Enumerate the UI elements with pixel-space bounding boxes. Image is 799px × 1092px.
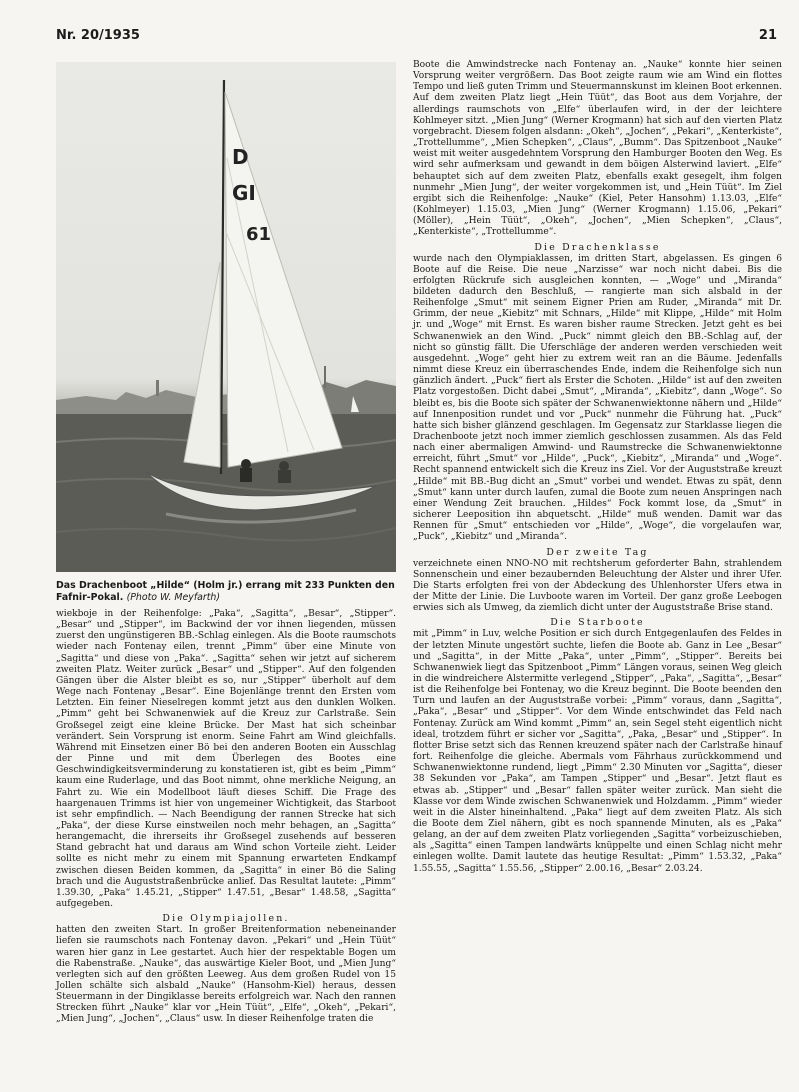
right-paragraph-4: mit „Pimm“ in Luv, welche Position er sich durch Entgegenlaufen des Feldes in der letzten Minute ungestört suchte, liefen die Boote ab. Ganz in Lee „Besar“ und „Sagitta“, in der Mitte „Paka“, unter „Pimm“, „Stipper“. Bereits bei Schwanenwiek liegt das Spitzenboot „Pimm“ Längen voraus, seinen Weg gleich in die windreichere Alstermitte verlegend „Stipper“, „Paka“, „Sagitta“, „Besar“ ist die Reihenfolge bei Fontenay, wo die Kreuz beginnt. Die Boote beenden den Turn und laufen an der Auguststraße vorbei: „Pimm“ voraus, dann „Sagitta“, „Paka“, „Besar“ und „Stipper“. Vor dem Winde entschwindet das Feld nach Fontenay. Zurück am Wind kommt „Pimm“ an, sein Segel steht eigentlich nicht ideal, trotzdem führt er sicher vor „Sagitta“, „Paka, „Besar“ und „Stipper“. In flotter Brise setzt sich das Rennen kreuzend später nach der Carlstraße hinauf fort. Reihenfolge die gleiche. Abermals vom Fährhaus zurückkommend und Schwanenwiektonne rundend, liegt „Pimm“ 2.30 Minuten vor „Sagitta“, dieser 38 Sekunden vor „Paka“, am Tampen „Stipper“ und „Besar“. Jetzt flaut es etwas ab. „Stipper“ und „Besar“ fallen später weiter zurück. Man sieht die Klasse vor dem Winde zwischen Schwanenwiek und Holzdamm. „Pimm“ wieder weit in die Alster hineinhaltend. „Paka“ liegt auf dem zweiten Platz. Als sich die Boote dem Ziel nähern, gibt es noch spannende Minuten, als es „Paka“ gelang, an der auf dem zweiten Platz vorliegenden „Sagitta“ vorbeizuschieben, als „Sagitta“ einen Tampen landwärts knüppelte und einen Schlag nicht mehr einlegen wollte. Damit lautete das heutige Resultat: „Pimm“ 1.53.32, „Paka“ 1.55.55, „Sagitta“ 1.55.56, „Stipper“ 2.00.16, „Besar“ 2.03.24.	[413, 629, 782, 874]
sailboat-photo	[56, 62, 396, 572]
page-number: 21	[758, 28, 777, 43]
section-heading-zweiter-tag: Der zweite Tag	[546, 546, 649, 558]
svg-text:GI: GI	[232, 181, 256, 205]
sailboat-illustration	[56, 62, 396, 572]
svg-text:61: 61	[246, 224, 272, 245]
svg-text:D: D	[232, 145, 249, 169]
photo-credit: (Photo W. Meyfarth)	[126, 591, 221, 603]
page-header	[56, 28, 777, 50]
photo-caption	[56, 580, 396, 603]
section-heading-olympiajollen: Die Olympiajollen.	[162, 913, 290, 925]
right-paragraph-1: Boote die Amwindstrecke nach Fontenay an. „Nauke“ konnte hier seinen Vorsprung weiter vergrößern. Das Boot zeigte raum wie am Wind ein flottes Tempo und ließ guten Trimm und Steuermannskunst im kleinen Boot erkennen. Auf dem zweiten Platz liegt „Hein Tüüt“, das Boot aus dem Vorjahre, der allerdings raumschots von „Elfe“ überlaufen wird, in der der leichtere Kohlmeyer sitzt. „Mien Jung“ (Werner Krogmann) hat sich auf den vierten Platz vorgebracht. Diesem folgen alsdann: „Okeh“, „Jochen“, „Pekari“, „Kenterkiste“, „Trottellumme“, „Mien Schepken“, „Claus“, „Bumm“. Das Spitzenboot „Nauke“ weist mit weiter ausgedehntem Vorsprung den Hamburger Booten den Weg. Es wird sehr aufmerksam und gewandt in dem böigen Alsterwind laviert. „Elfe“ behauptet sich auf dem zweiten Platz, ebenfalls exakt gesegelt, ihm folgen nunmehr „Mien Jung“, der weiter vorgekommen ist, und „Hein Tüüt“. Im Ziel ergibt sich die Reihenfolge: „Nauke“ (Kiel, Peter Hansohm) 1.13.03, „Elfe“ (Kohlmeyer) 1.15.03, „Mien Jung“ (Werner Krogmann) 1.15.06, „Pekari“ (Möller), „Hein Tüüt“, „Okeh“, „Jochen“, „Mien Schepken“, „Claus“, „Kenterkiste“, „Trottellumme“.	[413, 60, 782, 238]
right-paragraph-2: wurde nach den Olympiaklassen, im dritten Start, abgelassen. Es gingen 6 Boote auf die Reise. Die neue „Narzisse“ war noch nicht dabei. Bis die erfolgten Rückrufe sich ausgleichen konnten, — „Woge“ und „Miranda“ bildeten dadurch den Beschluß, — rangierte man sich alsbald in der Reihenfolge „Smut“ mit seinem Eigner Prien am Ruder, „Miranda“ mit Dr. Grimm, der neue „Kiebitz“ mit Schnars, „Hilde“ mit Klippe, „Hilde“ mit Holm jr. und „Woge“ mit Ernst. Es waren bisher raume Strecken. Jetzt geht es bei Schwanenwiek an den Wind. „Puck“ nimmt gleich den BB.-Schlag auf, der nicht so günstig fällt. Die Uferschläge der anderen werden verschieden weit ausgedehnt. „Woge“ geht hier zu extrem weit ran an die Bäume. Jedenfalls nimmt diese Kreuz ein überraschendes Ende, indem die Reihenfolge sich nun gänzlich ändert. „Puck“ fiert als Erster die Schoten. „Hilde“ ist auf den zweiten Platz vorgestoßen. Dicht dabei „Smut“, „Miranda“, „Kiebitz“, dann „Woge“. So bleibt es, bis die Boote sich später der Schwanenwiektonne nähern und „Hilde“ auf Innenposition rundet und vor „Puck“ nunmehr die Führung hat. „Puck“ hatte sich bisher glänzend geschlagen. Im Gegensatz zur Starklasse liegen die Drachenboote jetzt noch immer ziemlich geschlossen zusammen. Als das Feld nach einer abermaligen Amwind- und Raumstrecke die Schwanenwiektonne erreicht, führt „Smut“ vor „Hilde“, „Puck“, „Kiebitz“, „Miranda“ und „Woge“. Recht spannend entwickelt sich die Kreuz ins Ziel. Vor der Auguststraße kreuzt „Hilde“ mit BB.-Bug dicht an „Smut“ vorbei und wendet. Etwas zu spät, denn „Smut“ kann unter durch laufen, zumal die Boote zum neuen Anspringen nach einer Wendung Zeit brauchen. „Hildes“ Fock kommt lose, da „Smut“ in sicherer Leeposition ihn abquetscht. „Hilde“ muß wenden. Damit war das Rennen für „Smut“ entschieden vor „Hilde“, „Woge“, die vorgelaufen war, „Puck“, „Kiebitz“ und „Miranda“.	[413, 253, 782, 543]
left-paragraph-2: hatten den zweiten Start. In großer Breitenformation nebeneinander liefen sie raumschots nach Fontenay davon. „Pekari“ und „Hein Tüüt“ waren hier ganz in Lee gestartet. Auch hier der respektable Bogen um die Rabenstraße. „Nauke“, das auswärtige Kieler Boot, und „Mien Jung“ verlegten sich auf den größten Leeweg. Aus dem großen Rudel von 15 Jollen schälte sich alsbald „Nauke“ (Hansohm-Kiel) heraus, dessen Steuermann in der Dingiklasse bereits erfolgreich war. Nach den rannen Strecken führt „Nauke“ klar vor „Hein Tüüt“, „Elfe“, „Okeh“, „Pekari“, „Mien Jung“, „Jochen“, „Claus“ usw. In dieser Reihenfolge traten die	[56, 925, 396, 1025]
section-heading-drachenklasse: Die Drachenklasse	[534, 241, 661, 253]
right-paragraph-3: verzeichnete einen NNO-NO mit rechtsherum geforderter Bahn, strahlendem Sonnenschein und einer bezaubernden Beleuchtung der Alster und ihrer Ufer. Die Starts erfolgten frei von der Abdeckung des Uhlenhorster Ufers etwa in der Mitte der Linie. Die Luvboote waren im Vorteil. Der ganz große Leebogen erwies sich als Umweg, da ziemlich dicht unter der Auguststraße Brise stand.	[413, 558, 782, 614]
left-paragraph-1: wiekboje in der Reihenfolge: „Paka“, „Sagitta“, „Besar“, „Stipper“. „Besar“ und „Stipper“, im Backwind der vor ihnen liegenden, müssen zuerst den ungünstigeren BB.-Schlag einlegen. Als die Boote raumschots wieder nach Fontenay eilen, trennt „Pimm“ über eine Minute von „Sagitta“ und diese von „Paka“. „Sagitta“ sehen wir jetzt auf sicherem zweiten Platz. Weiter zurück „Besar“ und „Stipper“. Auf den folgenden Gängen über die Alster bleibt es so, nur „Stipper“ überholt auf dem Wege nach Fontenay „Besar“. Eine Bojenlänge trennt den Ersten vom Letzten. Ein feiner Nieselregen kommt jetzt aus den dunklen Wolken. „Pimm“ geht bei Schwanenwiek auf die Kreuz zur Carlstraße. Sein Großsegel zeigt eine kleine Brücke. Der Mast hat sich scheinbar verändert. Sein Vorsprung ist enorm. Seine Fahrt am Wind gleichfalls. Während mit Einsetzen einer Bö bei den anderen Booten ein Ausschlag der Pinne und mit dem Überlegen des Bootes eine Geschwindigkeitsverminderung zu konstatieren ist, gibt es beim „Pimm“ kaum eine Ruderlage, und das Boot nimmt, ohne merkliche Neigung, an Fahrt zu. Wie ein Modellboot läuft dieses Schiff. Die Frage des haargenauen Trimms ist hier von ungemeiner Wichtigkeit, das Starboot ist sehr empfindlich. — Nach Beendigung der rannen Strecke hat sich „Paka“, der diese Kurse einstweilen noch mehr behagen, an „Sagitta“ herangemacht, die ihrerseits ihr Großsegel zusehends auf besseren Stand gebracht hat und daraus am Wind schon Vorteile zieht. Leider sollte es nicht mehr zu einem mit Spannung erwarteten Endkampf zwischen diesen Beiden kommen, da „Sagitta“ in einer Bö die Saling brach und die Auguststraßenbrücke anlief. Das Resultat lautete: „Pimm“ 1.39.30, „Paka“ 1.45.21, „Stipper“ 1.47.51, „Besar“ 1.48.58, „Sagitta“ aufgegeben.	[56, 609, 396, 910]
left-column	[56, 62, 396, 1026]
issue-number: Nr. 20/1935	[56, 28, 140, 43]
caption-text: Das Drachenboot „Hilde“ (Holm jr.) errang mit 233 Punkten den Fafnir-Pokal.	[56, 580, 395, 603]
right-column	[413, 60, 782, 875]
section-heading-starboote: Die Starboote	[550, 617, 645, 629]
